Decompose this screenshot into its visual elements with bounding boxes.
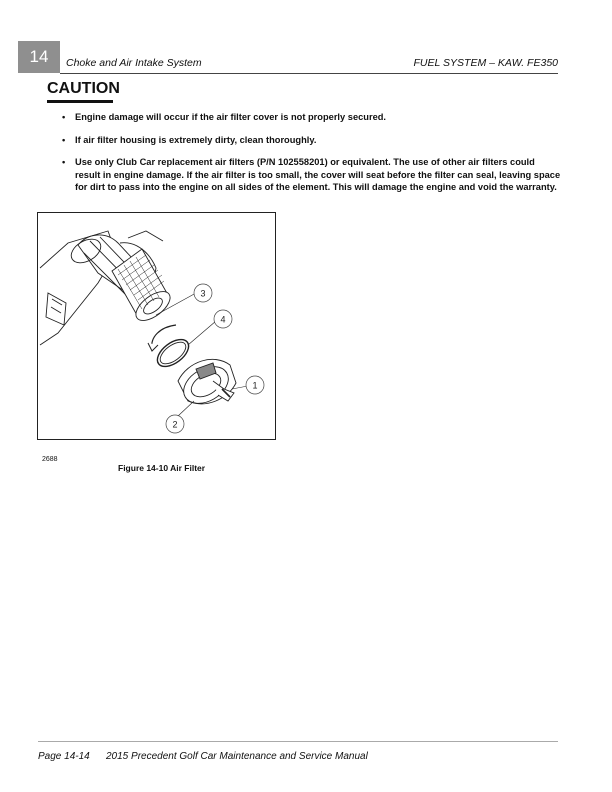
engine-port	[46, 293, 66, 325]
figure-number: 2688	[42, 456, 58, 463]
footer-manual-title: 2015 Precedent Golf Car Maintenance and Service Manual	[106, 751, 368, 762]
caution-list	[62, 111, 562, 204]
header-rule	[60, 73, 558, 74]
footer-page-number: Page 14-14	[38, 751, 90, 762]
air-filter-illustration	[38, 213, 275, 439]
callout-1: 1	[252, 380, 258, 391]
chapter-tab: 14	[18, 41, 60, 73]
callout-2: 2	[172, 419, 178, 430]
header-section-left: Choke and Air Intake System	[66, 57, 202, 69]
header-section-right: FUEL SYSTEM – KAW. FE350	[413, 57, 558, 69]
air-filter-figure	[37, 212, 276, 440]
footer-rule	[38, 741, 558, 742]
gasket-ring	[153, 334, 194, 372]
callout-4: 4	[220, 314, 226, 325]
callout-3: 3	[200, 288, 206, 299]
caution-item: • Engine damage will occur if the air filter cover is not properly secured.	[62, 111, 562, 123]
caution-item: • If air filter housing is extremely dirty, clean thoroughly.	[62, 134, 562, 146]
figure-caption: Figure 14-10 Air Filter	[118, 463, 206, 473]
air-filter-cover	[177, 359, 236, 411]
caution-title: CAUTION	[47, 80, 113, 103]
caution-item: • Use only Club Car replacement air filters (P/N 102558201) or equivalent. The use of other air filters could result in engine damage. If the air filter is too small, the cover will seat before the filter can seal, leaving space for dirt to pass into the engine on all sides of the element. This will damage the engine and void the warranty.	[62, 156, 562, 193]
